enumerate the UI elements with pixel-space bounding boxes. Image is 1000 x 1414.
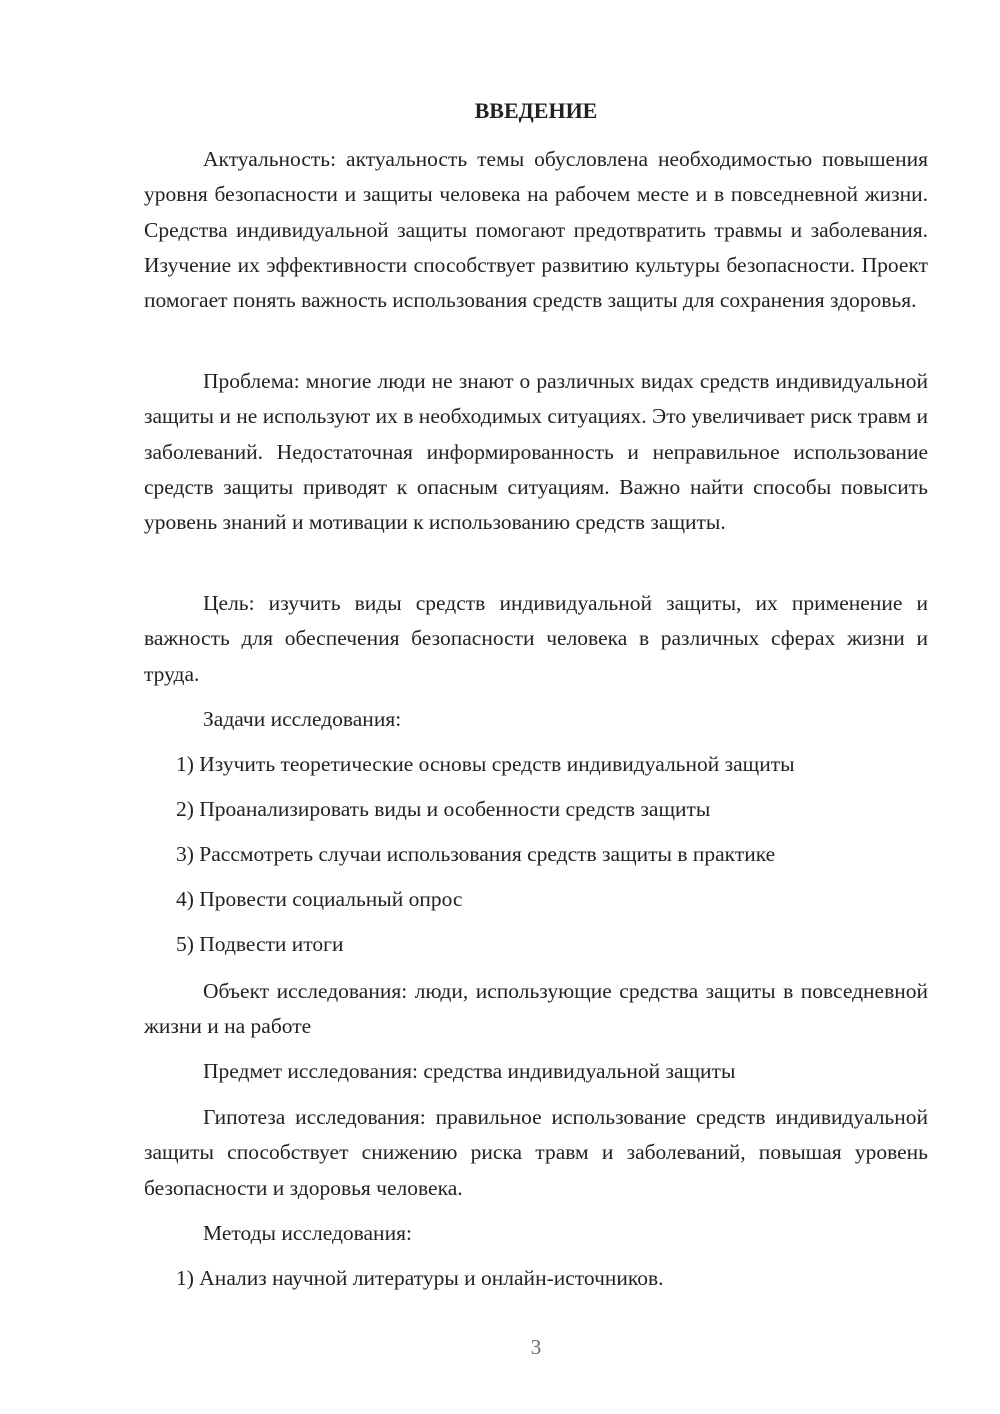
page-number: 3 — [530, 1335, 542, 1359]
hypothesis-paragraph: Гипотеза исследования: правильное использование средств индивидуальной защиты способствует снижению риска травм и заболеваний, повышая уровень безопасности и здоровья человека. — [144, 1105, 928, 1200]
task-item-2: 2) Проанализировать виды и особенности средств защиты — [176, 797, 711, 821]
problem-paragraph: Проблема: многие люди не знают о различных видах средств индивидуальной защиты и не используют их в необходимых ситуациях. Это увеличивает риск травм и заболеваний. Недостаточная информированность и неправильное использование средств защиты приводят к опасным ситуациям. Важно найти способы повысить уровень знаний и мотивации к использованию средств защиты. — [144, 369, 928, 535]
goal-paragraph: Цель: изучить виды средств индивидуальной защиты, их применение и важность для обеспечения безопасности человека в различных сферах жизни и труда. — [144, 591, 928, 686]
relevance-paragraph: Актуальность: актуальность темы обусловлена необходимостью повышения уровня безопасности и защиты человека на рабочем месте и в повседневной жизни. Средства индивидуальной защиты помогают предотвратить травмы и заболевания. Изучение их эффективности способствует развитию культуры безопасности. Проект помогает понять важность использования средств защиты для сохранения здоровья. — [144, 147, 928, 313]
methods-heading: Методы исследования: — [203, 1221, 412, 1245]
task-item-3: 3) Рассмотреть случаи использования средств защиты в практике — [176, 842, 776, 866]
method-item-1: 1) Анализ научной литературы и онлайн-источников. — [176, 1266, 664, 1290]
task-item-1: 1) Изучить теоретические основы средств индивидуальной защиты — [176, 752, 795, 776]
task-item-4: 4) Провести социальный опрос — [176, 887, 463, 911]
subject-line: Предмет исследования: средства индивидуальной защиты — [203, 1059, 736, 1083]
object-paragraph: Объект исследования: люди, использующие средства защиты в повседневной жизни и на работе — [144, 979, 928, 1039]
tasks-heading: Задачи исследования: — [203, 707, 402, 731]
task-item-5: 5) Подвести итоги — [176, 932, 344, 956]
section-title: ВВЕДЕНИЕ — [474, 98, 598, 123]
